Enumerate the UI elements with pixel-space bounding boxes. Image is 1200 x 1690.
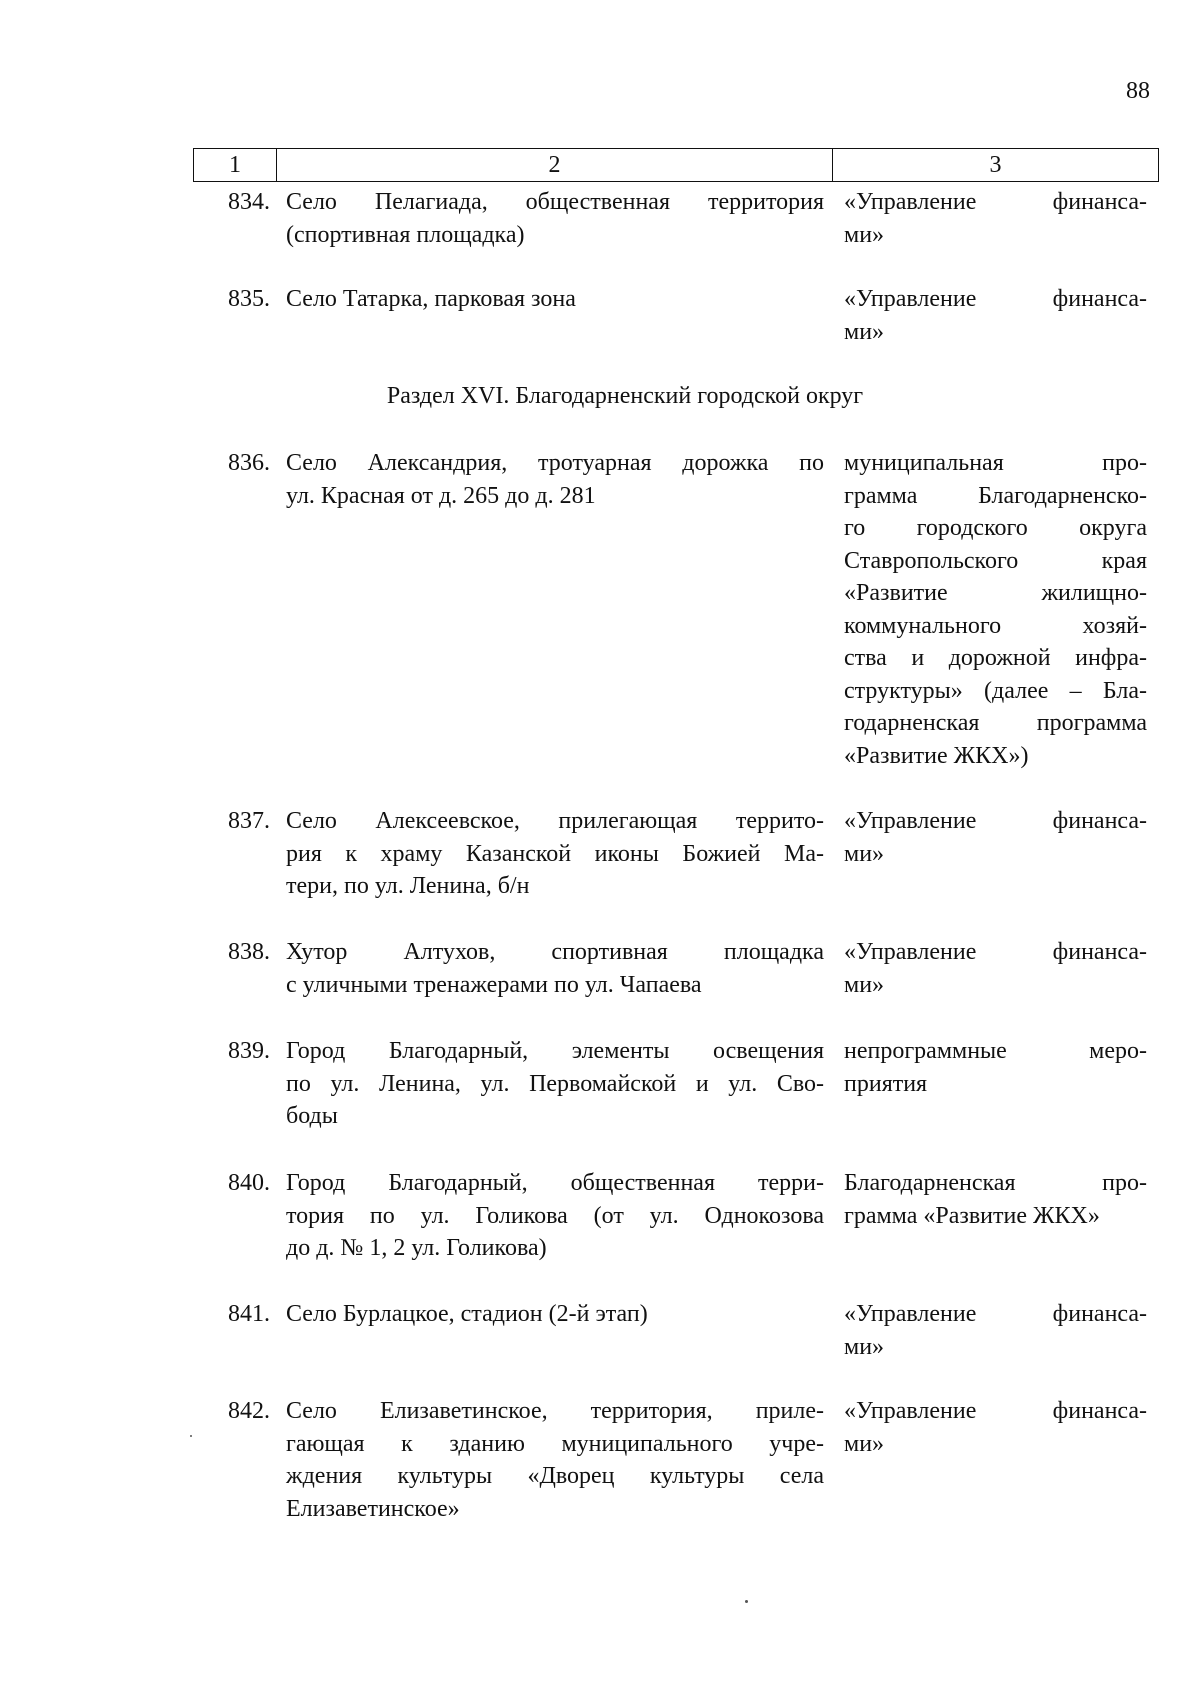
object-name-line: тория по ул. Голикова (от ул. Однокозова [286,1202,824,1229]
row-number: 842. [228,1398,270,1424]
row-object-name [286,186,824,251]
scan-speck [745,1600,748,1603]
funding-source-line: «Развитие ЖКХ») [844,742,1029,769]
object-name-line: тери, по ул. Ленина, б/н [286,873,530,899]
object-name-line: Село Елизаветинское, территория, приле- [286,1398,824,1424]
object-name-line: Хутор Алтухов, спортивная площадка [286,939,824,965]
object-name-line: гающая к зданию муниципального учре- [286,1430,824,1457]
object-name-line: до д. № 1, 2 ул. Голикова) [286,1235,547,1261]
row-number: 840. [228,1170,270,1196]
funding-source-line: грамма Благодарненско- [844,482,1147,509]
object-name-line: с уличными тренажерами по ул. Чапаева [286,971,702,998]
funding-source-line: ми» [844,1430,885,1457]
row-object-name [286,1395,824,1525]
row-funding-source [844,1035,1147,1100]
row-object-name [286,1298,824,1331]
funding-source-line: «Управление финанса- [844,1398,1147,1424]
funding-source-line: муниципальная про- [844,450,1147,476]
object-name-line: (спортивная площадка) [286,221,525,248]
header-col-3: 3 [989,151,1002,178]
funding-source-line: ми» [844,840,885,867]
object-name-line: ждения культуры «Дворец культуры села [286,1463,824,1489]
funding-source-line: го городского округа [844,515,1147,541]
funding-source-line: ства и дорожной инфра- [844,645,1147,671]
funding-source-line: приятия [844,1070,928,1097]
row-funding-source [844,1395,1147,1460]
object-name-line: рия к храму Казанской иконы Божией Ма- [286,840,824,867]
row-funding-source [844,1298,1147,1363]
row-funding-source [844,283,1147,348]
object-name-line: Село Татарка, парковая зона [286,286,576,312]
funding-source-line: «Управление финанса- [844,1301,1147,1327]
row-number: 841. [228,1301,270,1327]
row-funding-source [844,805,1147,870]
row-object-name [286,936,824,1001]
row-number: 839. [228,1038,270,1064]
funding-source-line: ми» [844,221,885,248]
funding-source-line: ми» [844,318,885,345]
row-object-name [286,1167,824,1265]
funding-source-line: грамма «Развитие ЖКХ» [844,1202,1100,1229]
object-name-line: Елизаветинское» [286,1495,460,1522]
row-object-name [286,805,824,903]
funding-source-line: Благодарненская про- [844,1170,1147,1196]
object-name-line: Город Благодарный, общественная терри- [286,1170,824,1196]
funding-source-line: Ставропольского края [844,547,1147,574]
row-number: 838. [228,939,270,965]
funding-source-line: непрограммные меро- [844,1038,1147,1064]
funding-source-line: «Управление финанса- [844,808,1147,834]
funding-source-line: «Управление финанса- [844,939,1147,965]
object-name-line: ул. Красная от д. 265 до д. 281 [286,482,596,509]
header-col-1: 1 [194,149,277,181]
funding-source-line: «Управление финанса- [844,286,1147,312]
object-name-line: Село Бурлацкое, стадион (2-й этап) [286,1301,648,1327]
row-number: 835. [228,286,270,312]
row-funding-source [844,186,1147,251]
funding-source-line: ми» [844,971,885,998]
object-name-line: Село Александрия, тротуарная дорожка по [286,450,824,476]
funding-source-line: «Управление финанса- [844,189,1147,215]
row-object-name [286,283,824,316]
row-funding-source [844,936,1147,1001]
funding-source-line: годарненская программа [844,710,1147,736]
row-object-name [286,447,824,512]
funding-source-line: структуры» (далее – Бла- [844,677,1147,704]
table-header [193,148,1159,182]
row-number: 837. [228,808,270,834]
object-name-line: Село Алексеевское, прилегающая террито- [286,808,824,834]
funding-source-line: «Развитие жилищно- [844,580,1147,606]
row-number: 834. [228,189,270,215]
funding-source-line: ми» [844,1333,885,1360]
row-funding-source [844,447,1147,772]
page-number: 88 [1126,78,1150,104]
funding-source-line: коммунального хозяй- [844,612,1147,639]
object-name-line: Город Благодарный, элементы освещения [286,1038,824,1064]
header-col-2: 2 [277,149,833,181]
object-name-line: боды [286,1103,338,1129]
row-object-name [286,1035,824,1133]
object-name-line: по ул. Ленина, ул. Первомайской и ул. Сво- [286,1070,824,1097]
scan-speck [190,1435,192,1437]
section-title: Раздел XVI. Благодарненский городской округ [386,383,864,409]
object-name-line: Село Пелагиада, общественная территория [286,189,824,215]
row-funding-source [844,1167,1147,1232]
row-number: 836. [228,450,270,476]
